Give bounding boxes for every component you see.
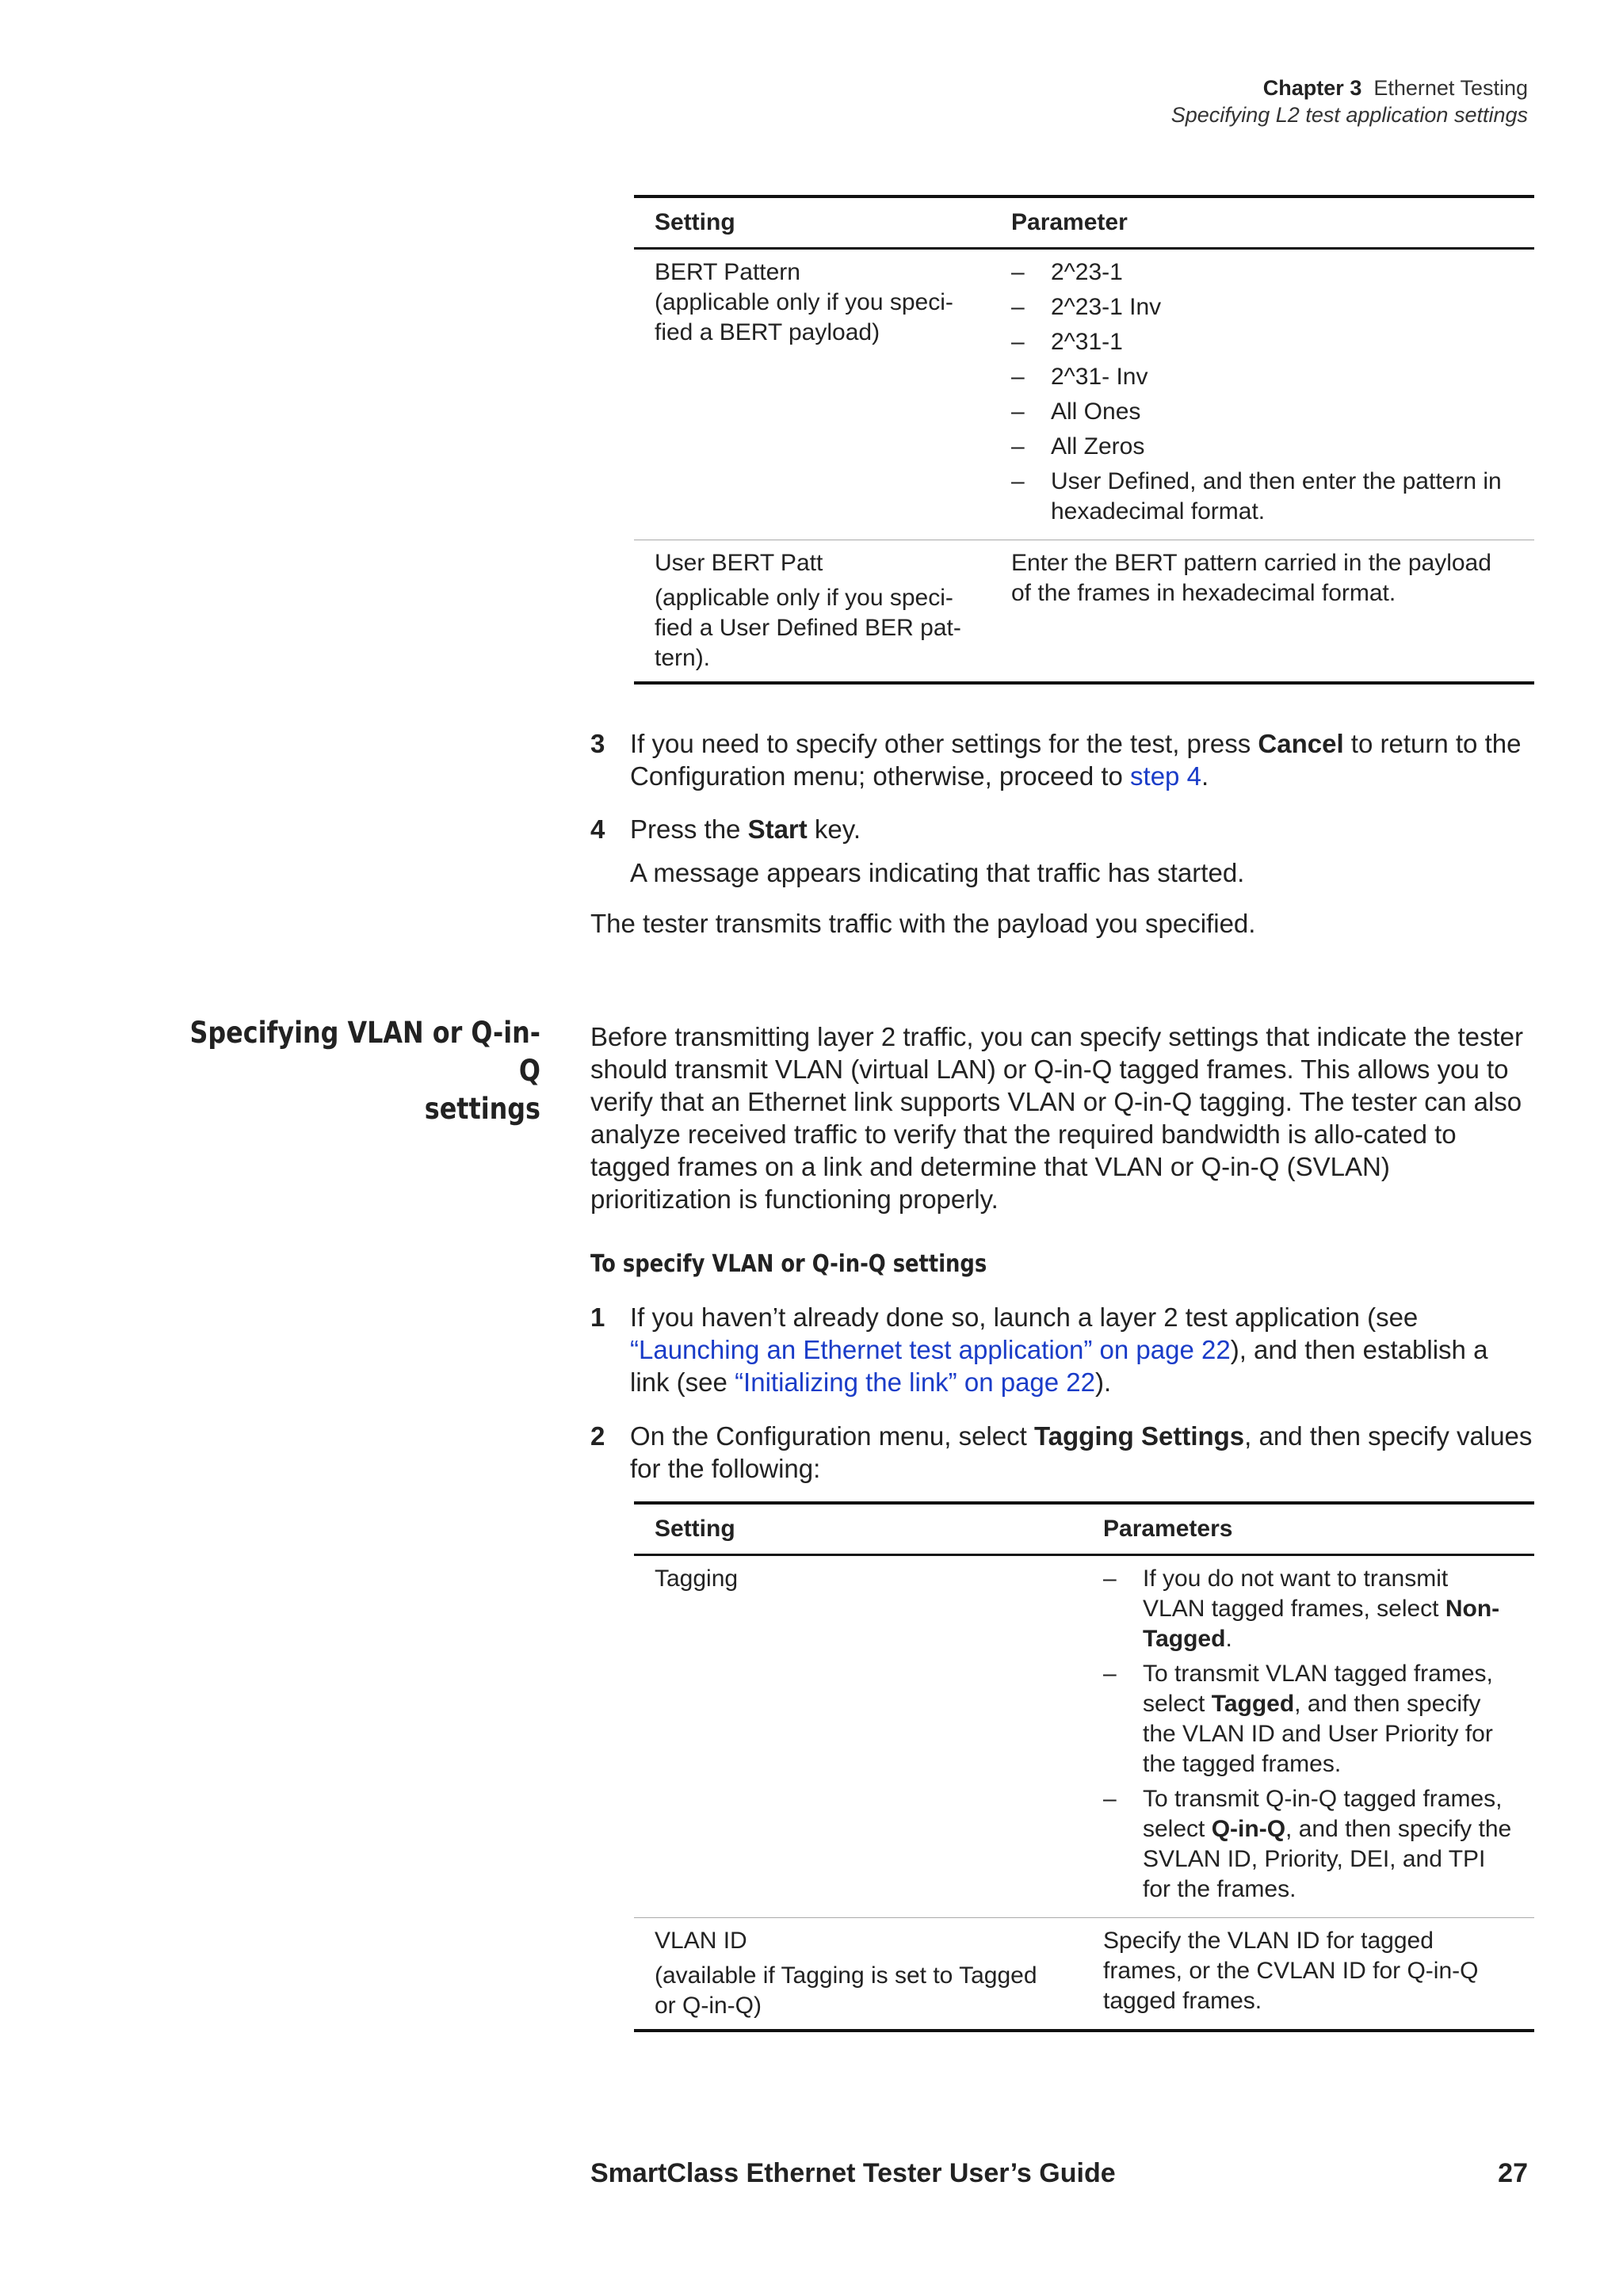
section-heading-line: settings bbox=[424, 1092, 540, 1126]
tagging-settings-table bbox=[634, 1501, 1534, 2032]
step-number: 1 bbox=[590, 1302, 605, 1332]
footer-guide-title: SmartClass Ethernet Tester User’s Guide bbox=[590, 2158, 1116, 2188]
launching-test-link[interactable]: “Launching an Ethernet test application” on page 22 bbox=[630, 1335, 1231, 1364]
setting-name: User BERT Patt bbox=[655, 550, 823, 576]
table-header-row bbox=[634, 1503, 1534, 1555]
start-key-label: Start bbox=[747, 814, 808, 844]
setting-note: (applicable only if you speci-fied a BERT payload) bbox=[655, 289, 953, 345]
list-item: – To transmit Q-in-Q tagged frames, select Q-in-Q, and then specify the SVLAN ID, Priority, DEI, and TPI for the frames. bbox=[1103, 1784, 1514, 1905]
page-number: 27 bbox=[1498, 2158, 1528, 2188]
step-1 bbox=[590, 1301, 1533, 1398]
column-header-parameters: Parameters bbox=[1103, 1516, 1233, 1542]
initializing-link-link[interactable]: “Initializing the link” on page 22 bbox=[735, 1367, 1096, 1397]
column-header-setting: Setting bbox=[655, 1516, 735, 1542]
section-subtitle: Specifying L2 test application settings bbox=[1170, 103, 1528, 127]
tagging-settings-label: Tagging Settings bbox=[1033, 1421, 1245, 1451]
column-header-parameter: Parameter bbox=[1011, 209, 1128, 235]
parameter-description: Specify the VLAN ID for tagged frames, or the CVLAN ID for Q-in-Q tagged frames. bbox=[1103, 1928, 1479, 2014]
step-text: , and then specify values for the following: bbox=[630, 1421, 1533, 1483]
step-4-link[interactable]: step 4 bbox=[1130, 761, 1201, 791]
list-item: – All Zeros bbox=[1011, 432, 1514, 462]
section-heading bbox=[186, 1014, 540, 1128]
list-item: – To transmit VLAN tagged frames, select Tagged, and then specify the VLAN ID and User Priority for the tagged frames. bbox=[1103, 1659, 1514, 1779]
step-text: key. bbox=[807, 814, 861, 844]
list-item: – 2^23-1 Inv bbox=[1011, 292, 1514, 322]
step-text: If you need to specify other settings for the test, press bbox=[630, 729, 1258, 758]
list-item: – If you do not want to transmit VLAN tagged frames, select Non-Tagged. bbox=[1103, 1564, 1514, 1654]
step-text: If you haven’t already done so, launch a layer 2 test application (see bbox=[630, 1302, 1419, 1332]
step-text: On the Configuration menu, select bbox=[630, 1421, 1034, 1451]
list-item: – 2^31-1 bbox=[1011, 327, 1514, 357]
step-4 bbox=[590, 813, 1533, 889]
chapter-title: Ethernet Testing bbox=[1373, 76, 1528, 100]
column-header-setting: Setting bbox=[655, 209, 735, 235]
step-number: 4 bbox=[590, 814, 605, 844]
list-item: – All Ones bbox=[1011, 397, 1514, 427]
outcome-text: The tester transmits traffic with the payload you specified. bbox=[590, 909, 1256, 938]
procedure-title: To specify VLAN or Q-in-Q settings bbox=[590, 1250, 987, 1278]
step-number: 3 bbox=[590, 729, 605, 758]
running-header bbox=[1171, 74, 1528, 128]
setting-note: (available if Tagging is set to Tagged or Q-in-Q) bbox=[655, 1962, 1037, 2019]
setting-note: (applicable only if you speci-fied a User Defined BER pat-tern). bbox=[655, 585, 961, 671]
table-row bbox=[634, 540, 1534, 684]
table-row bbox=[634, 249, 1534, 540]
step-text: Press the bbox=[630, 814, 748, 844]
list-item: – 2^23-1 bbox=[1011, 257, 1514, 288]
bert-pattern-table bbox=[634, 195, 1534, 685]
step-result: A message appears indicating that traffic has started. bbox=[630, 858, 1245, 887]
parameter-description: Enter the BERT pattern carried in the payload of the frames in hexadecimal format. bbox=[1011, 550, 1491, 606]
parameter-list bbox=[1103, 1564, 1514, 1905]
setting-name: Tagging bbox=[655, 1566, 739, 1592]
step-text: . bbox=[1201, 761, 1209, 791]
setting-name: VLAN ID bbox=[655, 1928, 747, 1954]
step-text: ). bbox=[1095, 1367, 1112, 1397]
table-row bbox=[634, 1918, 1534, 2031]
table-header-row bbox=[634, 196, 1534, 249]
step-number: 2 bbox=[590, 1421, 605, 1451]
table-row bbox=[634, 1555, 1534, 1918]
list-item: – 2^31- Inv bbox=[1011, 362, 1514, 392]
chapter-number: Chapter 3 bbox=[1262, 76, 1362, 100]
step-text: to return to the Configuration menu; otherwise, proceed to bbox=[630, 729, 1522, 791]
cancel-key-label: Cancel bbox=[1258, 729, 1344, 758]
step-text: ), and then establish a link (see bbox=[630, 1335, 1488, 1397]
step-3 bbox=[590, 727, 1533, 792]
setting-name: BERT Pattern bbox=[655, 259, 800, 285]
section-heading-line: Specifying VLAN or Q-in-Q bbox=[189, 1016, 540, 1088]
parameter-list bbox=[1011, 257, 1514, 527]
step-2 bbox=[590, 1420, 1533, 1485]
intro-paragraph: Before transmitting layer 2 traffic, you can specify settings that indicate the tester should transmit VLAN (virtual LAN) or Q-in-Q tagged frames. This allows you to verify that an Ethernet link supports VLAN or Q-in-Q tagging. The tester can also analyze received traffic to verify that the required bandwidth is allo-cated to tagged frames on a link and determine that VLAN or Q-in-Q (SVLAN) prioritization is functioning properly. bbox=[590, 1022, 1523, 1214]
list-item: – User Defined, and then enter the pattern in hexadecimal format. bbox=[1011, 467, 1514, 527]
